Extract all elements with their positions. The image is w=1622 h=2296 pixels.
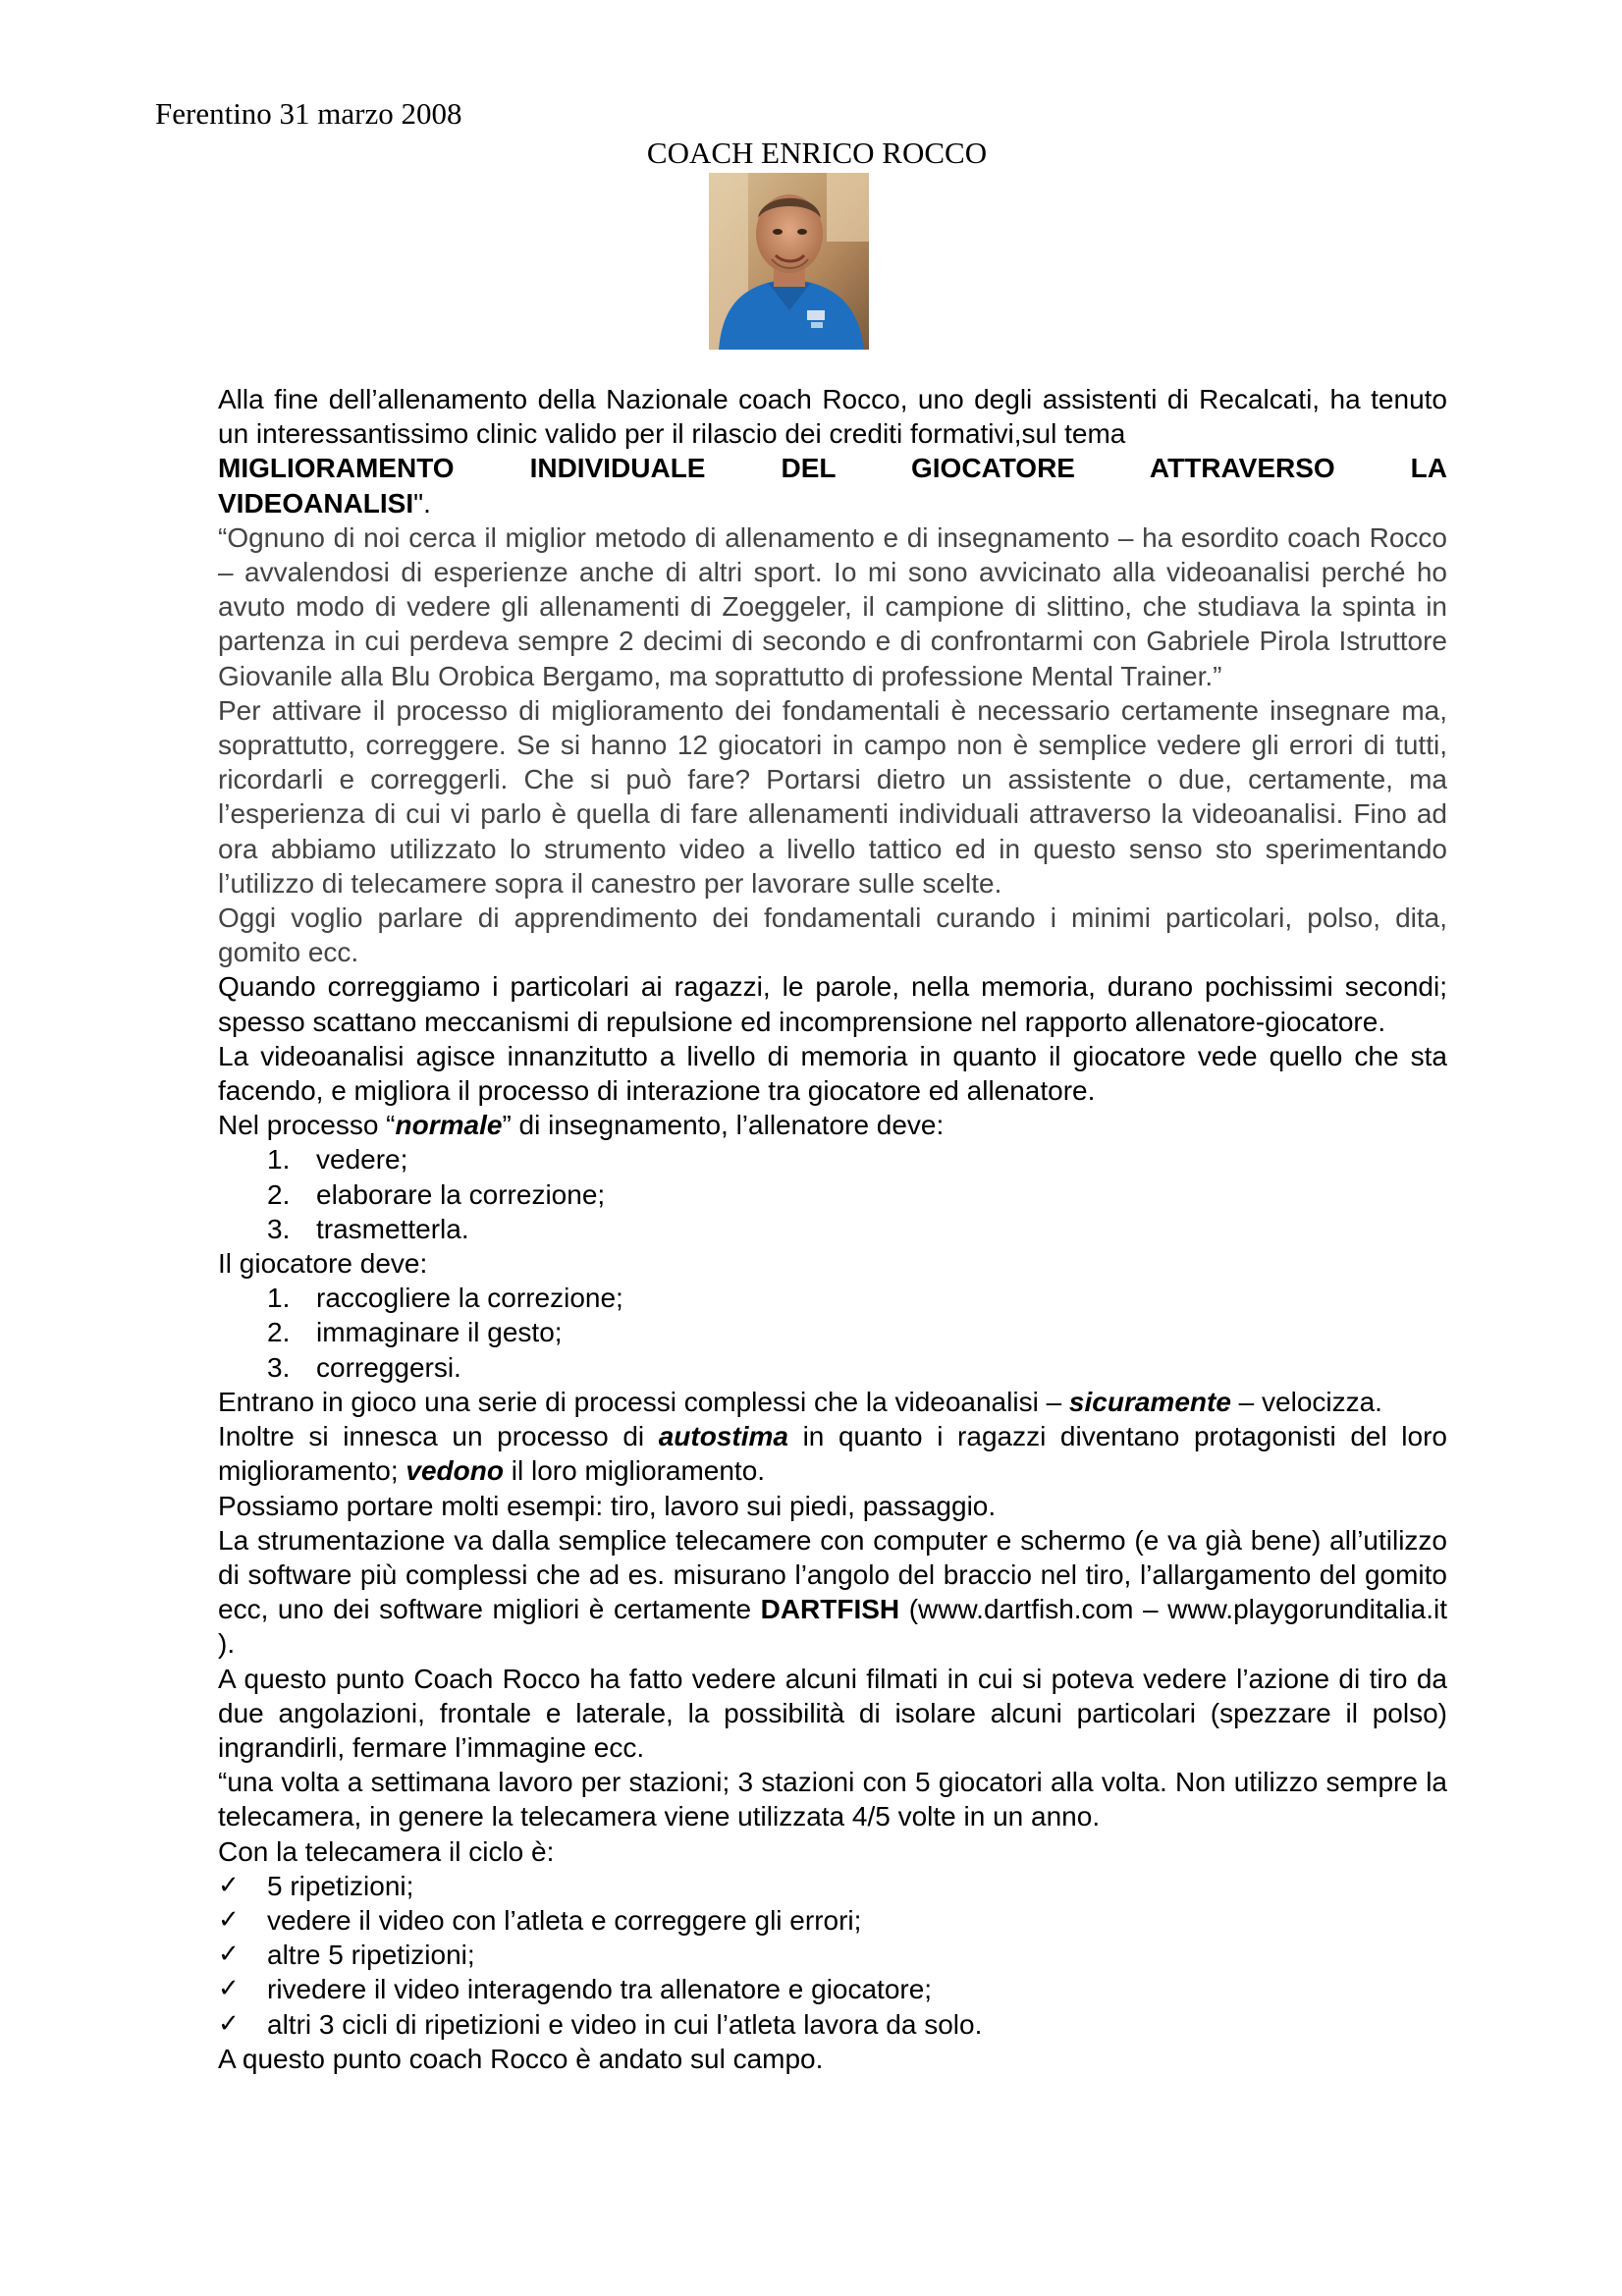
list-text: 5 ripetizioni; [267,1870,414,1901]
list-item [218,1972,1447,2006]
text-span: Entrano in gioco una serie di processi complessi che la videoanalisi – [218,1386,1069,1417]
list-text: immaginare il gesto; [316,1317,563,1348]
text-span: – velocizza. [1230,1386,1382,1417]
article-body [218,382,1447,2076]
article-title: COACH ENRICO ROCCO [646,136,988,170]
check-icon: ✓ [218,1940,240,1970]
emphasis: sicuramente [1068,1386,1231,1417]
emphasis: normale [395,1110,503,1141]
coach-photo [709,173,869,350]
list-text: altri 3 cicli di ripetizioni e video in cui l’atleta lavora da solo. [267,2008,983,2040]
player-intro: Il giocatore deve: [218,1248,428,1280]
list-item [218,1281,1447,1315]
paragraph-videoanalysis: La videoanalisi agisce innanzitutto a livello di memoria in quanto il giocatore vede quello che sta facendo, e migliora il processo di interazione tra giocatore ed allenatore. [218,1040,1447,1107]
list-text: correggersi. [316,1351,461,1383]
player-steps-list [218,1281,1447,1385]
text-span: ” di insegnamento, l’allenatore deve: [502,1110,945,1141]
list-item [218,1315,1447,1349]
list-text: vedere; [316,1144,408,1175]
list-item [218,1212,1447,1246]
text-span: Inoltre si innesca un processo di [218,1421,659,1452]
topic-line-1: MIGLIORAMENTO INDIVIDUALE DEL GIOCATORE ATTRAVERSO LA [218,453,1447,484]
check-icon: ✓ [218,1974,240,2004]
topic-line-2 [218,486,1447,520]
text-span: il loro miglioramento. [503,1455,766,1487]
list-text: raccogliere la correzione; [316,1283,623,1314]
list-number: 1. [267,1144,291,1175]
intro-text: Alla fine dell’allenamento della Nazionale coach Rocco, uno degli assistenti di Recalcati, ha tenuto un interessantissimo clinic valido per il rilascio dei crediti formativi,sul tema [218,384,1447,450]
list-text: rivedere il video interagendo tra allenatore e giocatore; [267,1974,933,2005]
text-span: in quanto i ragazzi diventano protagonisti del loro miglioramento; [218,1421,1447,1487]
paragraph-examples: Possiamo portare molti esempi: tiro, lavoro sui piedi, passaggio. [218,1490,997,1521]
paragraph-self-esteem [218,1419,1447,1488]
paragraph-correction: Per attivare il processo di miglioramento dei fondamentali è necessario certamente insegnare ma, soprattutto, correggere. Se si hanno 12 giocatori in campo non è semplice vedere gli errori di tutti, ricordarli e correggerli. Che si può fare? Portarsi dietro un assistente o due, certamente, ma l’esperienza di cui vi parlo è quella di fare allenamenti individuali attraverso la videoanalisi. Fino ad ora abbiamo utilizzato lo strumento video a livello tattico ed in questo senso sto sperimentando l’utilizzo di telecamere sopra il canestro per lavorare sulle scelte. [218,694,1447,899]
list-number: 3. [267,1213,291,1244]
check-icon: ✓ [218,1904,240,1935]
list-text: altre 5 ripetizioni; [267,1940,475,1971]
text-span: Nel processo “ [218,1110,396,1141]
check-icon: ✓ [218,2008,240,2039]
cycle-intro: Con la telecamera il ciclo è: [218,1835,555,1867]
paragraph-equipment [218,1523,1447,1662]
list-item [218,1350,1447,1385]
dateline: Ferentino 31 marzo 2008 [155,96,462,131]
text-span: (www.dartfish.com – www.playgorunditalia.it ). [218,1594,1447,1660]
list-item [218,1142,1447,1176]
list-item [218,1177,1447,1212]
text-span: La strumentazione va dalla semplice telecamere con computer e schermo (e va già bene) all’utilizzo di software più complessi che ad es. misurano l’angolo del braccio nel tiro, l’allargamento del gomito ecc, uno dei software migliori è certamente [218,1524,1447,1625]
paragraph-normal-process [218,1108,1447,1142]
paragraph-complex-processes [218,1385,1447,1419]
list-item [218,1869,1447,1903]
list-item [218,2007,1447,2042]
check-icon: ✓ [218,1870,240,1900]
list-item [218,1903,1447,1938]
topic-keyword: VIDEOANALISI [218,487,414,519]
list-number: 3. [267,1351,291,1383]
list-number: 2. [267,1317,291,1348]
brand-name: DARTFISH [760,1594,900,1625]
emphasis: vedono [406,1455,504,1487]
cycle-steps-list [218,1869,1447,2042]
emphasis: autostima [658,1421,788,1452]
list-item [218,1938,1447,1972]
closing-paragraph: A questo punto coach Rocco è andato sul campo. [218,2043,824,2074]
list-text: elaborare la correzione; [316,1178,606,1210]
paragraph-memory: Quando correggiamo i particolari ai ragazzi, le parole, nella memoria, durano pochissimi secondi; spesso scattano meccanismi di repulsione ed incomprensione nel rapporto allenatore-giocatore. [218,971,1447,1037]
list-number: 2. [267,1178,291,1210]
coach-steps-list [218,1142,1447,1246]
list-text: trasmetterla. [316,1213,469,1244]
topic-tail: ". [413,487,431,519]
list-text: vedere il video con l’atleta e correggere gli errori; [267,1904,862,1936]
intro-paragraph [218,382,1447,451]
paragraph-stations: “una volta a settimana lavoro per stazioni; 3 stazioni con 5 giocatori alla volta. Non utilizzo sempre la telecamera, in genere la telecamera viene utilizzata 4/5 volte in un anno. [218,1767,1447,1832]
list-number: 1. [267,1283,291,1314]
quote-paragraph: “Ognuno di noi cerca il miglior metodo di allenamento e di insegnamento – ha esordito coach Rocco – avvalendosi di esperienze anche di altri sport. Io mi sono avvicinato alla videoanalisi perché ho avuto modo di vedere gli allenamenti di Zoeggeler, il campione di slittino, che studiava la spinta in partenza in cui perdeva sempre 2 decimi di secondo e di confrontarmi con Gabriele Pirola Istruttore Giovanile alla Blu Orobica Bergamo, ma soprattutto di professione Mental Trainer.” [218,521,1447,691]
paragraph-fundamentals: Oggi voglio parlare di apprendimento dei fondamentali curando i minimi particolari, polso, dita, gomito ecc. [218,902,1447,968]
paragraph-films: A questo punto Coach Rocco ha fatto vedere alcuni filmati in cui si poteva vedere l’azione di tiro da due angolazioni, frontale e laterale, la possibilità di isolare alcuni particolari (spezzare il polso) ingrandirli, fermare l’immagine ecc. [218,1663,1447,1763]
